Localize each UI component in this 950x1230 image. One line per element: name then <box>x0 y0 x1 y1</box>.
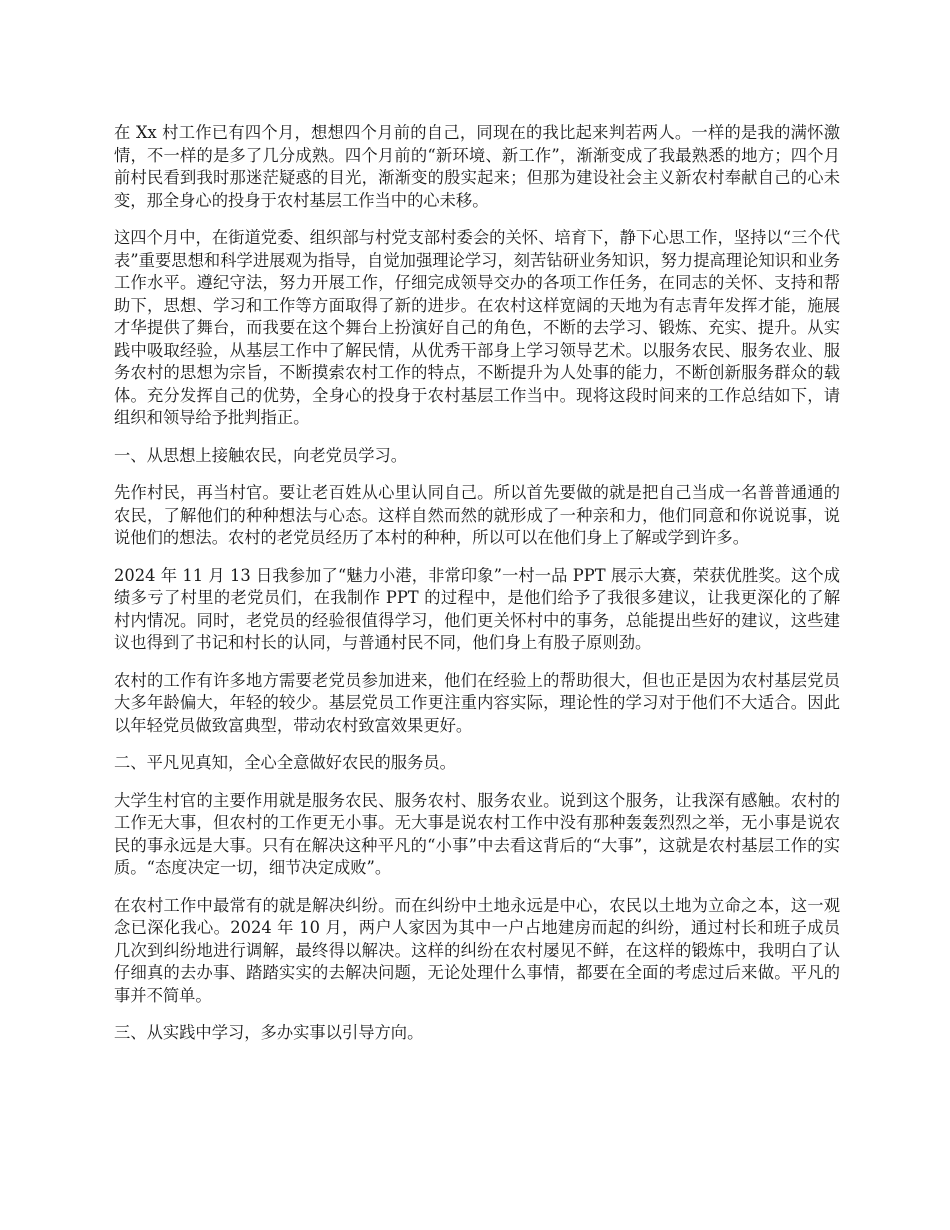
paragraph-section1-c: 农村的工作有许多地方需要老党员参加进来，他们在经验上的帮助很大，但也正是因为农村基层党员大多年龄偏大，年轻的较少。基层党员工作更注重内容实际，理论性的学习对于他们不大适合。因此以年轻党员做致富典型，带动农村致富效果更好。 <box>114 670 840 735</box>
document-body <box>114 122 840 1060</box>
paragraph-section1-b: 2024 年 11 月 13 日我参加了“魅力小港，非常印象”一村一品 PPT 展示大赛，荣获优胜奖。这个成绩多亏了村里的老党员们，在我制作 PPT 的过程中，是他们给予了我很多建议，让我更深化的了解村内情况。同时，老党员的经验很值得学习，他们更关怀村中的事务，总能提出些好的建议，这些建议也得到了书记和村长的认同，与普通村民不同，他们身上有股子原则劲。 <box>114 565 840 652</box>
section-heading-2: 二、平凡见真知，全心全意做好农民的服务员。 <box>114 753 456 772</box>
paragraph-section1-a: 先作村民，再当村官。要让老百姓从心里认同自己。所以首先要做的就是把自己当成一名普普通通的农民，了解他们的种种想法与心态。这样自然而然的就形成了一种亲和力，他们同意和你说说事，说说他们的想法。农村的老党员经历了本村的种种，所以可以在他们身上了解或学到许多。 <box>114 483 840 547</box>
section-heading-1: 一、从思想上接触农民，向老党员学习。 <box>114 445 408 465</box>
paragraph-section2-b: 在农村工作中最常有的就是解决纠纷。而在纠纷中土地永远是中心，农民以土地为立命之本，这一观念已深化我心。2024 年 10 月，两户人家因为其中一户占地建房而起的纠纷，通过村长和班子成员几次到纠纷地进行调解，最终得以解决。这样的纠纷在农村屡见不鲜，在这样的锻炼中，我明白了认仔细真的去办事、踏踏实实的去解决问题，无论处理什么事情，都要在全面的考虑过后来做。平凡的事并不简单。 <box>114 895 840 1005</box>
paragraph-section2-a: 大学生村官的主要作用就是服务农民、服务农村、服务农业。说到这个服务，让我深有感触。农村的工作无大事，但农村的工作更无小事。无大事是说农村工作中没有那种轰轰烈烈之举，无小事是说农民的事永远是大事。只有在解决这种平凡的“小事”中去看这背后的“大事”，这就是农村基层工作的实质。“态度决定一切，细节决定成败”。 <box>114 790 840 877</box>
paragraph-overview: 这四个月中，在街道党委、组织部与村党支部村委会的关怀、培育下，静下心思工作，坚持以“三个代表”重要思想和科学进展观为指导，自觉加强理论学习，刻苦钻研业务知识，努力提高理论知识和业务工作水平。遵纪守法，努力开展工作，仔细完成领导交办的各项工作任务，在同志的关怀、支持和帮助下，思想、学习和工作等方面取得了新的进步。在农村这样宽阔的天地为有志青年发挥才能，施展才华提供了舞台，而我要在这个舞台上扮演好自己的角色，不断的去学习、锻炼、充实、提升。从实践中吸取经验，从基层工作中了解民情，从优秀干部身上学习领导艺术。以服务农民、服务农业、服务农村的思想为宗旨，不断摸索农村工作的特点，不断提升为人处事的能力，不断创新服务群众的载体。充分发挥自己的优势，全身心的投身于农村基层工作当中。现将这段时间来的工作总结如下，请组织和领导给予批判指正。 <box>114 228 840 427</box>
section-heading-3: 三、从实践中学习，多办实事以引导方向。 <box>114 1023 424 1042</box>
paragraph-intro: 在 Xx 村工作已有四个月，想想四个月前的自己，同现在的我比起来判若两人。一样的是我的满怀激情，不一样的是多了几分成熟。四个月前的“新环境、新工作”，渐渐变成了我最熟悉的地方；四个月前村民看到我时那迷茫疑惑的目光，渐渐变的殷实起来；但那为建设社会主义新农村奉献自己的心未变，那全身心的投身于农村基层工作当中的心未移。 <box>114 123 840 210</box>
